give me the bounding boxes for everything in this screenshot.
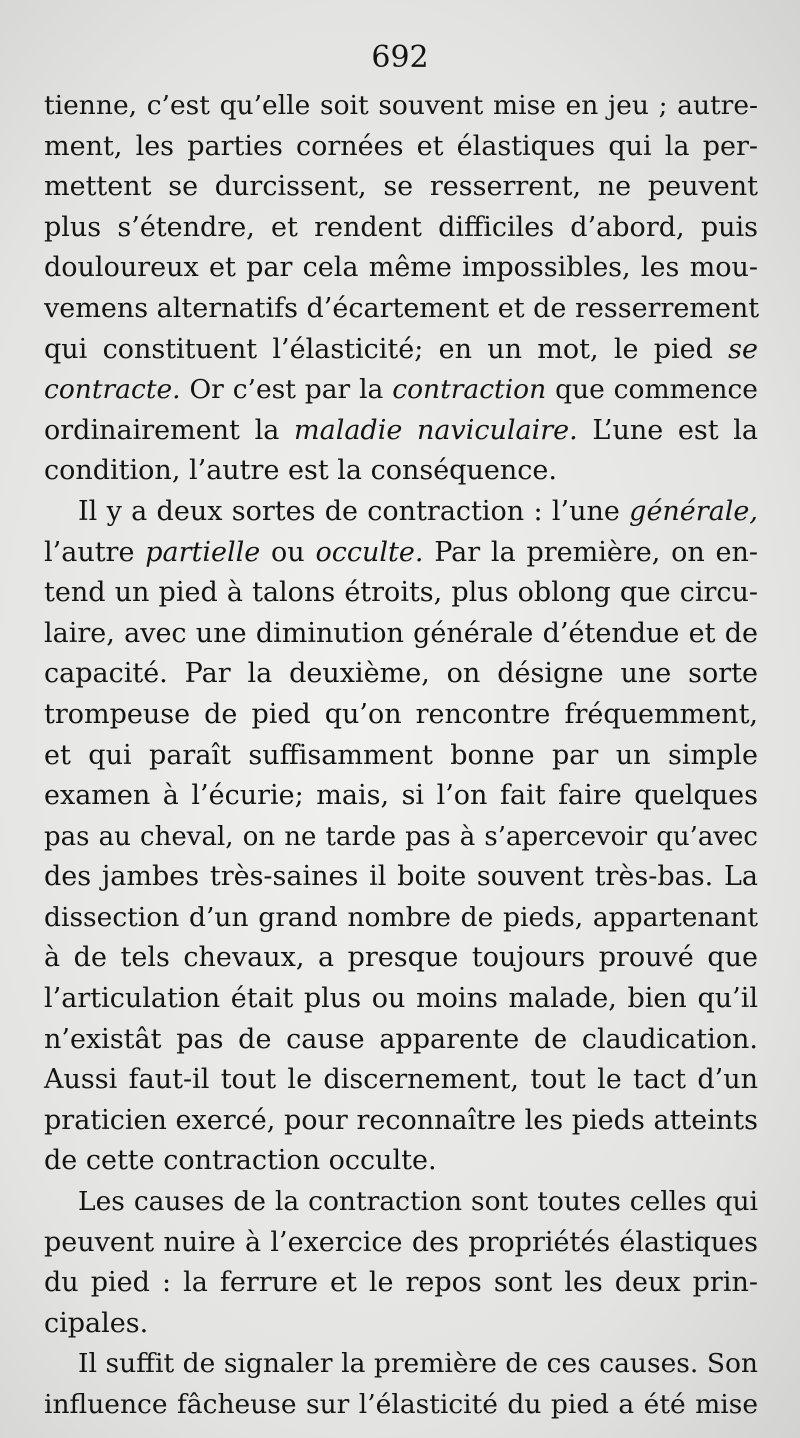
text-line: n’existât pas de cause apparente de claudication. [44,1023,758,1055]
paragraph [44,1182,758,1344]
text-line: des jambes très-saines il boite souvent très-bas. La [44,861,758,893]
text-line: à de tels chevaux, a presque toujours prouvé que [44,942,758,974]
text-line: Il y a deux sortes de contraction : l’une générale, [78,495,758,527]
text-line: l’autre partielle ou occulte. Par la première, on en- [44,536,759,568]
text-line: Aussi faut-il tout le discernement, tout le tact d’un [44,1064,758,1096]
text-line: praticien exercé, pour reconnaître les pieds atteints [44,1104,758,1136]
text-line: tend un pied à talons étroits, plus oblong que circu- [44,577,758,609]
paragraph [44,86,758,492]
page-number: 692 [371,40,429,75]
text-line: trompeuse de pied qu’on rencontre fréquemment, [44,698,758,730]
text-line: douloureux et par cela même impossibles, les mou- [44,252,758,284]
text-line: et qui paraît suffisamment bonne par un simple [44,739,758,771]
text-line: influence fâcheuse sur l’élasticité du pied a été mise [44,1389,758,1420]
text-line: laire, avec une diminution générale d’étendue et de [44,617,758,649]
text-line: l’articulation était plus ou moins malade, bien qu’il [44,983,758,1015]
text-line: ment, les parties cornées et élastiques qui la per- [44,130,758,162]
text-line: dissection d’un grand nombre de pieds, appartenant [44,901,758,933]
text-line: qui constituent l’élasticité; en un mot, le pied se [44,333,758,365]
text-line: peuvent nuire à l’exercice des propriétés élastiques [44,1226,758,1258]
text-line: plus s’étendre, et rendent difficiles d’abord, puis [44,211,758,243]
text-line: Il suffit de signaler la première de ces causes. Son [78,1348,758,1380]
text-line: ordinairement la maladie naviculaire. L’une est la [44,414,758,446]
body-text [44,86,758,1426]
text-line: contracte. Or c’est par la contraction que commence [44,374,758,406]
text-line: condition, l’autre est la conséquence. [44,455,557,487]
paragraph [44,492,758,1182]
text-line: mettent se durcissent, se resserrent, ne peuvent [44,171,758,203]
text-line: capacité. Par la deuxième, on désigne une sorte [44,658,758,690]
text-line: tienne, c’est qu’elle soit souvent mise en jeu ; autre- [44,90,758,121]
text-line: examen à l’écurie; mais, si l’on fait faire quelques [44,780,758,812]
text-line: de cette contraction occulte. [44,1145,437,1177]
text-line: Les causes de la contraction sont toutes celles qui [78,1186,758,1218]
text-line: pas au cheval, on ne tarde pas à s’apercevoir qu’avec [44,821,758,852]
text-line: vemens alternatifs d’écartement et de resserrement [44,292,760,324]
text-line: du pied : la ferrure et le repos sont les deux prin- [44,1267,758,1299]
text-line: cipales. [44,1307,149,1339]
paragraph [44,1344,758,1425]
